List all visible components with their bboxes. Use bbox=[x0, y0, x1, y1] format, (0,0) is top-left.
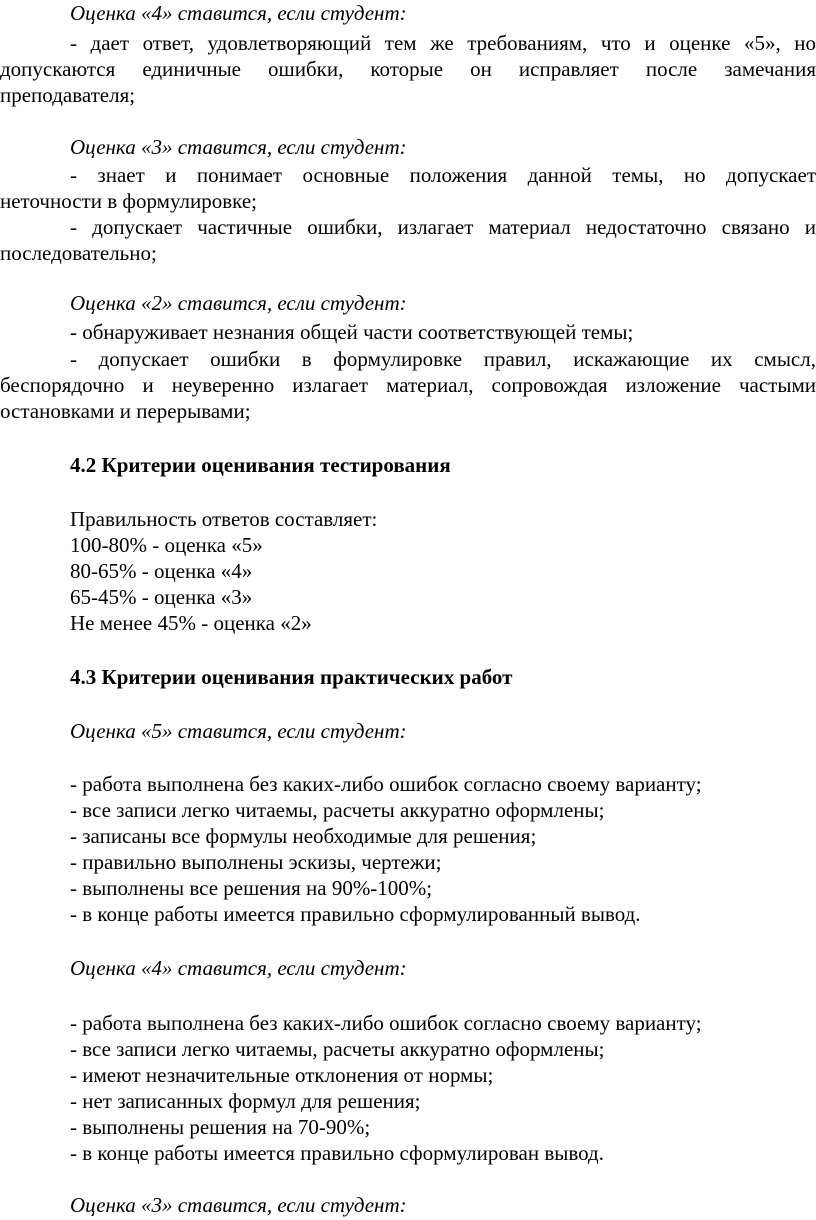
list-item: - правильно выполнены эскизы, чертежи; bbox=[70, 850, 442, 874]
paragraph-line: беспорядочно и неуверенно излагает материал, сопровождая изложение частыми bbox=[0, 373, 816, 397]
grade3-heading: Оценка «3» ставится, если студент: bbox=[70, 135, 407, 159]
grade3-heading: Оценка «3» ставится, если студент: bbox=[70, 1193, 407, 1217]
list-item: 80-65% - оценка «4» bbox=[70, 559, 253, 583]
paragraph-line: - допускает частичные ошибки, излагает материал недостаточно связано и bbox=[70, 215, 816, 239]
paragraph-line: остановками и перерывами; bbox=[0, 399, 251, 423]
grade2-heading: Оценка «2» ставится, если студент: bbox=[70, 291, 407, 315]
list-item: - нет записанных формул для решения; bbox=[70, 1089, 421, 1113]
list-item: - в конце работы имеется правильно сформулированный вывод. bbox=[70, 902, 641, 926]
paragraph-line: последовательно; bbox=[0, 241, 157, 265]
list-item: - имеют незначительные отклонения от нормы; bbox=[70, 1063, 494, 1087]
list-item: - работа выполнена без каких-либо ошибок согласно своему варианту; bbox=[70, 1011, 702, 1035]
grade5-heading: Оценка «5» ставится, если студент: bbox=[70, 719, 407, 743]
list-item: - все записи легко читаемы, расчеты аккуратно оформлены; bbox=[70, 798, 605, 822]
list-item: Не менее 45% - оценка «2» bbox=[70, 611, 312, 635]
list-item: - записаны все формулы необходимые для решения; bbox=[70, 824, 537, 848]
paragraph-line: неточности в формулировке; bbox=[0, 189, 258, 213]
list-item: - работа выполнена без каких-либо ошибок согласно своему варианту; bbox=[70, 772, 702, 796]
paragraph-line: - допускает ошибки в формулировке правил, искажающие их смысл, bbox=[70, 347, 816, 371]
list-item: - все записи легко читаемы, расчеты аккуратно оформлены; bbox=[70, 1037, 605, 1061]
list-item: 100-80% - оценка «5» bbox=[70, 533, 263, 557]
paragraph-line: - обнаруживает незнания общей части соответствующей темы; bbox=[70, 320, 634, 344]
list-item: - в конце работы имеется правильно сформулирован вывод. bbox=[70, 1141, 604, 1165]
list-item: - выполнены все решения на 90%-100%; bbox=[70, 876, 433, 900]
section-heading-4-3: 4.3 Критерии оценивания практических работ bbox=[70, 665, 513, 689]
paragraph-line: допускаются единичные ошибки, которые он исправляет после замечания bbox=[0, 57, 816, 81]
grade4-heading: Оценка «4» ставится, если студент: bbox=[70, 1, 407, 25]
test-intro: Правильность ответов составляет: bbox=[70, 507, 378, 531]
list-item: - выполнены решения на 70-90%; bbox=[70, 1115, 371, 1139]
paragraph-line: - дает ответ, удовлетворяющий тем же требованиям, что и оценке «5», но bbox=[70, 31, 816, 55]
section-heading-4-2: 4.2 Критерии оценивания тестирования bbox=[70, 453, 451, 477]
grade4-heading: Оценка «4» ставится, если студент: bbox=[70, 956, 407, 980]
paragraph-line: - знает и понимает основные положения данной темы, но допускает bbox=[70, 163, 816, 187]
paragraph-line: преподавателя; bbox=[0, 83, 136, 107]
list-item: 65-45% - оценка «3» bbox=[70, 585, 253, 609]
